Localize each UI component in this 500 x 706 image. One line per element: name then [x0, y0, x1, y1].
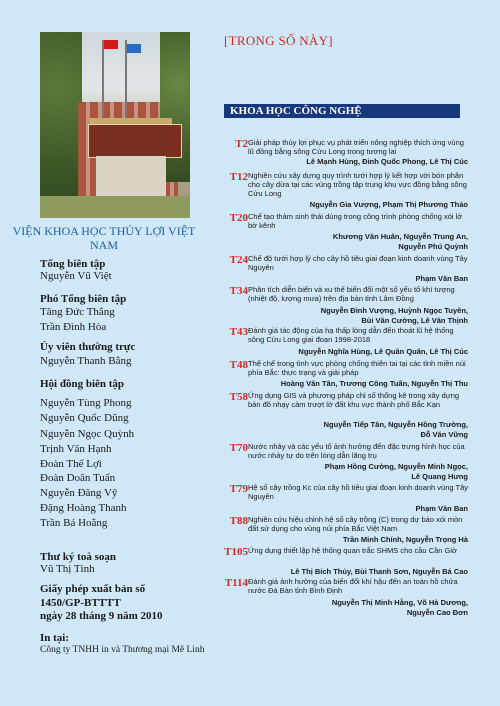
- masthead-panel: [0, 0, 205, 706]
- board-heading: Hội đồng biên tập: [40, 378, 125, 390]
- article-title: Chế độ tưới hợp lý cho cây hồ tiêu giai đoạn kinh doanh vùng Tây Nguyên: [248, 254, 468, 272]
- board-member: Nguyễn Ngọc Quỳnh: [40, 428, 135, 440]
- article-authors: Nguyễn Phú Quỳnh: [398, 242, 468, 251]
- board-member: Nguyễn Quốc Dũng: [40, 412, 129, 424]
- article-title: Nghiên cứu hiệu chỉnh hệ số cây trồng (C) trong dự báo xói mòn đất sử dụng cho vùng núi phía Bắc Việt Nam: [248, 515, 463, 533]
- article-title: Nước nhảy và các yếu tố ảnh hưởng đến đặc trưng hình học của nước nhảy tự do trên lòng dẫn lăng trụ: [248, 442, 465, 460]
- page-number: T48: [229, 359, 248, 371]
- deputy-heading: Phó Tổng biên tập: [40, 293, 127, 305]
- article-authors: Nguyễn Thị Minh Hằng, Võ Hà Dương,: [331, 598, 468, 607]
- board-member: Đặng Hoàng Thanh: [40, 502, 127, 514]
- article-authors: Nguyễn Gia Vượng, Phạm Thị Phương Thảo: [309, 200, 468, 209]
- article-authors: Phạm Văn Ban: [415, 274, 468, 283]
- page-number: T34: [229, 285, 248, 297]
- page-number: T114: [224, 577, 248, 589]
- article-authors: Nguyễn Đình Vượng, Huỳnh Ngọc Tuyên,: [320, 306, 468, 315]
- article-authors: Phạm Văn Ban: [415, 504, 468, 513]
- article-authors: Khương Văn Huân, Nguyễn Trung An,: [332, 232, 468, 241]
- editor-in-chief: Nguyễn Vũ Việt: [40, 270, 112, 282]
- license-heading: Giấy phép xuất bản số: [40, 583, 146, 595]
- standing-member-heading: Ủy viên thường trực: [40, 341, 136, 353]
- board-member: Đoàn Thế Lợi: [40, 458, 102, 470]
- board-member: Đoàn Doãn Tuấn: [40, 472, 116, 484]
- deputy-name: Trần Đình Hòa: [40, 321, 107, 333]
- article-title: Đánh giá tác động của hạ thấp lòng dẫn đến thoát lũ hệ thống sông Cửu Long giai đoạn 1998-2018: [248, 326, 454, 344]
- article-title: Đánh giá ảnh hưởng của biến đổi khí hậu đến an toàn hồ chứa nước Đá Bàn tỉnh Bình Định: [248, 577, 458, 595]
- printed-heading: In tại:: [40, 632, 70, 644]
- secretary-heading: Thư ký toà soạn: [40, 551, 116, 563]
- license-number: 1450/GP-BTTTT: [40, 597, 121, 609]
- article-authors: Nguyễn Tiếp Tân, Nguyễn Hồng Trường,: [323, 420, 468, 429]
- institute-building-photo: [40, 32, 190, 218]
- board-member: Nguyễn Tùng Phong: [40, 397, 132, 409]
- article-authors: Bùi Văn Cường, Lê Văn Thịnh: [361, 316, 468, 325]
- board-member: Trịnh Văn Hạnh: [40, 443, 112, 455]
- page-number: T12: [229, 171, 248, 183]
- page-number: T105: [224, 546, 248, 558]
- page-number: T70: [229, 442, 248, 454]
- page-number: T24: [229, 254, 248, 266]
- article-authors: Hoàng Văn Tân, Trương Công Tuấn, Nguyễn Thị Thu: [280, 379, 468, 388]
- article-title: Ứng dụng thiết lập hệ thống quan trắc SHMS cho cầu Cần Giờ: [248, 546, 457, 555]
- article-title: Phân tích diễn biến và xu thế biến đổi một số yếu tố khí tượng (nhiệt độ, lượng mưa) trên địa bàn tỉnh Lâm Đồng: [248, 285, 455, 303]
- article-title: Giải pháp thủy lợi phục vụ phát triển nông nghiệp thích ứng vùng lũ đồng bằng sông Cửu Long trong tương lai: [248, 138, 464, 156]
- institute-name: VIỆN KHOA HỌC THỦY LỢI VIỆT NAM: [12, 224, 196, 252]
- article-authors: Lê Quang Hưng: [411, 472, 468, 481]
- article-title: Thể chế trong tình vực phòng chống thiên tai tại các tỉnh miền núi phía Bắc: thực trạng và giải pháp: [248, 359, 466, 377]
- article-authors: Lê Mạnh Hùng, Đinh Quốc Phong, Lê Thị Cúc: [306, 157, 468, 166]
- article-authors: Phạm Hồng Cường, Nguyễn Minh Ngọc,: [324, 462, 468, 471]
- page-number: T2: [235, 138, 248, 150]
- page-number: T58: [229, 391, 248, 403]
- article-authors: Nguyễn Cao Đơn: [406, 608, 468, 617]
- standing-member: Nguyễn Thanh Bằng: [40, 355, 132, 367]
- article-authors: Lê Thị Bích Thủy, Bùi Thanh Sơn, Nguyễn Bá Cao: [290, 567, 468, 576]
- article-title: Nghiên cứu xây dựng quy trình tưới hợp lý kết hợp với bón phân cho cây dừa tại các vùng trồng tập trung khu vực đồng bằng sông Cửu Long: [248, 171, 467, 198]
- printer: Công ty TNHH in và Thương mại Mê Linh: [40, 645, 205, 655]
- page-number: T88: [229, 515, 248, 527]
- editor-in-chief-heading: Tổng biên tập: [40, 258, 106, 270]
- board-member: Nguyễn Đăng Vỹ: [40, 487, 118, 499]
- article-authors: Đỗ Văn Vững: [420, 430, 468, 439]
- article-title: Hệ số cây trồng Kc của cây hồ tiêu giai đoạn kinh doanh vùng Tây Nguyên: [248, 483, 469, 501]
- page-number: T20: [229, 212, 248, 224]
- section-header: KHOA HỌC CÔNG NGHỆ: [224, 104, 460, 118]
- page-number: T43: [229, 326, 248, 338]
- secretary: Vũ Thị Tính: [40, 563, 95, 575]
- article-authors: Trần Minh Chính, Nguyễn Trọng Hà: [343, 535, 468, 544]
- toc-title: [TRONG SỐ NÀY]: [224, 33, 333, 48]
- license-date: ngày 28 tháng 9 năm 2010: [40, 610, 163, 622]
- article-title: Ứng dụng GIS và phương pháp chỉ số thống kê trong xây dựng bản đồ nhạy cảm trượt lở đất khu vực thành phố Bắc Kạn: [248, 391, 460, 409]
- board-member: Trần Bá Hoằng: [40, 517, 108, 529]
- article-authors: Nguyễn Nghĩa Hùng, Lê Quân Quân, Lê Thị Cúc: [298, 347, 468, 356]
- deputy-name: Tăng Đức Thắng: [40, 306, 115, 318]
- page-number: T79: [229, 483, 248, 495]
- article-title: Chế tạo thảm sinh thái dùng trong công trình phòng chống xói lở bờ kênh: [248, 212, 463, 230]
